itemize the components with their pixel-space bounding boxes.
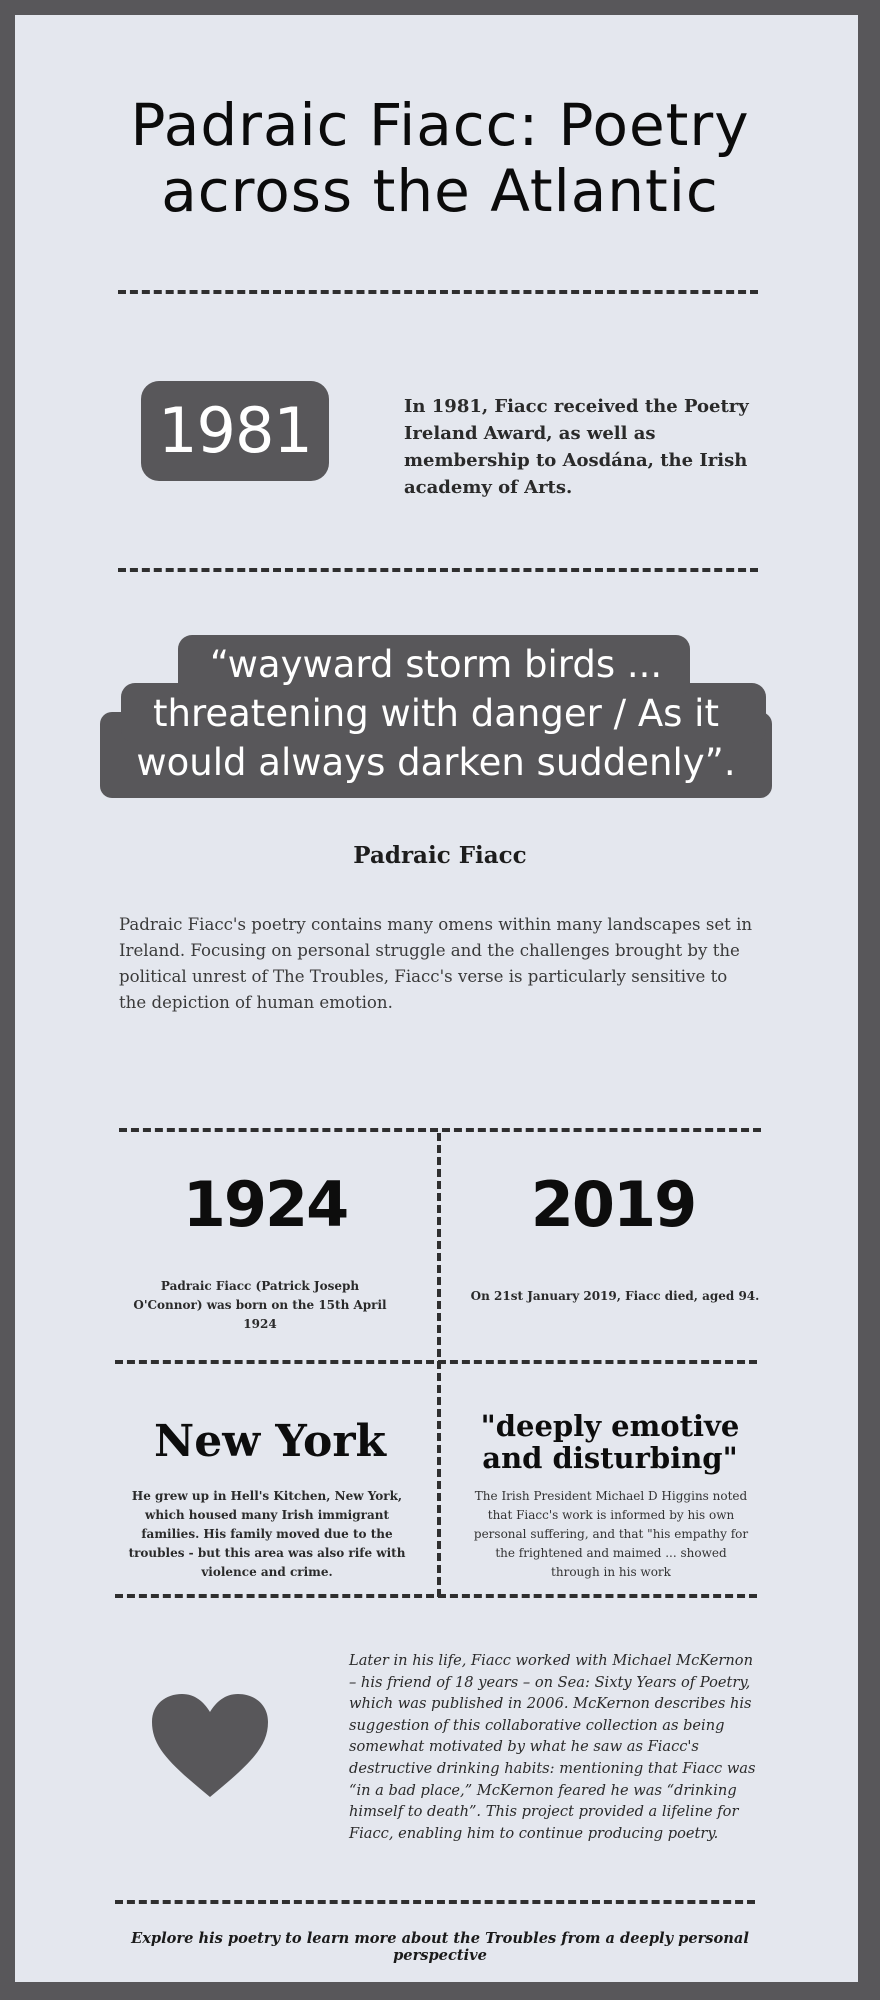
grid-vertical-line	[437, 1133, 441, 1597]
new-york-description: He grew up in Hell's Kitchen, New York, which housed many Irish immigrant families. His family moved due to the troubles - but this area was also rife with violence and crime.	[128, 1489, 406, 1579]
birth-year: 1924	[182, 1168, 348, 1241]
award-description: In 1981, Fiacc received the Poetry Ireland Award, as well as membership to Aosdána, the Irish academy of Arts.	[404, 396, 749, 498]
page-title: Padraic Fiacc: Poetry across the Atlantic	[130, 91, 750, 225]
divider-bottom	[115, 1900, 755, 1904]
featured-quote: “wayward storm birds ... threatening with danger / As it would always darken suddenly”.	[136, 643, 736, 784]
birth-description: Padraic Fiacc (Patrick Joseph O'Connor) was born on the 15th April 1924	[133, 1279, 387, 1331]
emotive-heading: "deeply emotive and disturbing"	[480, 1409, 740, 1475]
intro-paragraph: Padraic Fiacc's poetry contains many omens within many landscapes set in Ireland. Focusing on personal struggle and the challenges brought by the political unrest of The Troubles, Fiacc's verse is particularly sensitive to the depiction of human emotion.	[119, 915, 753, 1012]
new-york-heading: New York	[153, 1416, 386, 1467]
quote-author: Padraic Fiacc	[353, 842, 527, 869]
grid-top-line	[119, 1128, 761, 1132]
award-year-badge: 1981	[141, 381, 329, 481]
emotive-description: The Irish President Michael D Higgins noted that Fiacc's work is informed by his own personal suffering, and that "his empathy for the frightened and maimed ... showed through in his work	[473, 1489, 749, 1579]
death-description: On 21st January 2019, Fiacc died, aged 94.	[470, 1289, 760, 1303]
grid-bottom-line	[115, 1594, 757, 1598]
later-life-paragraph: Later in his life, Fiacc worked with Michael McKernon – his friend of 18 years – on Sea: Sixty Years of Poetry, which was published in 2006. McKernon describes his suggestion of this collaborative collection as being somewhat motivated by what he saw as Fiacc's destructive drinking habits: mentioning that Fiacc was “in a bad place,” McKernon feared he was “drinking himself to death”. This project provided a lifeline for Fiacc, enabling him to continue producing poetry.	[349, 1652, 756, 1842]
heart-icon	[150, 1692, 270, 1802]
grid-middle-line	[115, 1360, 757, 1364]
death-year: 2019	[530, 1168, 696, 1241]
footer-callout: Explore his poetry to learn more about the Troubles from a deeply personal perspective	[131, 1930, 749, 1964]
